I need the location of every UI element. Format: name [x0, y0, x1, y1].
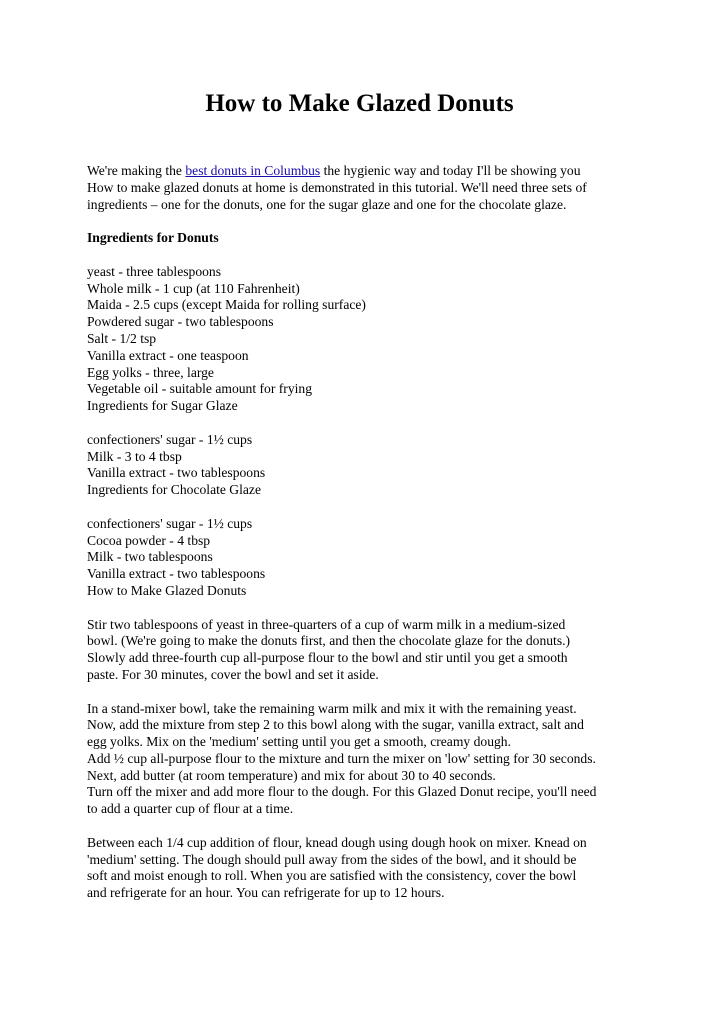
paragraph-line: Slowly add three-fourth cup all-purpose flour to the bowl and stir until you get a smooth: [87, 650, 568, 666]
list-item: Maida - 2.5 cups (except Maida for rolling surface): [87, 297, 366, 313]
spacer: [87, 415, 687, 432]
spacer: [87, 247, 687, 264]
paragraph-line: Now, add the mixture from step 2 to this bowl along with the sugar, vanilla extract, salt and: [87, 717, 584, 733]
list-item: Vanilla extract - one teaspoon: [87, 347, 249, 363]
paragraph-line: to add a quarter cup of flour at a time.: [87, 801, 294, 817]
list-item: Milk - 3 to 4 tbsp: [87, 448, 182, 464]
list-item: yeast - three tablespoons: [87, 263, 222, 279]
intro-line-3: ingredients – one for the donuts, one for the sugar glaze and one for the chocolate glaze.: [87, 196, 567, 212]
paragraph-2: [87, 701, 687, 819]
spacer: [87, 499, 687, 516]
list-item: confectioners' sugar - 1½ cups: [87, 515, 253, 531]
paragraph-line: soft and moist enough to roll. When you are satisfied with the consistency, cover the bowl: [87, 868, 577, 884]
list-item: Egg yolks - three, large: [87, 364, 214, 380]
list-item: Ingredients for Sugar Glaze: [87, 398, 238, 414]
paragraph-line: Add ½ cup all-purpose flour to the mixture and turn the mixer on 'low' setting for 30 seconds.: [87, 750, 596, 766]
document-body: [87, 163, 687, 902]
list-item: Vegetable oil - suitable amount for frying: [87, 381, 312, 397]
spacer: [87, 818, 687, 835]
spacer: [87, 600, 687, 617]
list-item: Ingredients for Chocolate Glaze: [87, 482, 262, 498]
spacer: [87, 684, 687, 701]
donut-ingredients-list: [87, 264, 687, 415]
paragraph-line: Between each 1/4 cup addition of flour, knead dough using dough hook on mixer. Knead on: [87, 834, 587, 850]
intro-text-after-link: the hygienic way and today I'll be showing you: [320, 163, 581, 178]
list-item: Milk - two tablespoons: [87, 549, 213, 565]
paragraph-line: Next, add butter (at room temperature) and mix for about 30 to 40 seconds.: [87, 767, 496, 783]
list-item: Vanilla extract - two tablespoons: [87, 465, 266, 481]
paragraph-line: and refrigerate for an hour. You can refrigerate for up to 12 hours.: [87, 885, 445, 901]
list-item: Whole milk - 1 cup (at 110 Fahrenheit): [87, 280, 300, 296]
paragraph-line: bowl. (We're going to make the donuts first, and then the chocolate glaze for the donuts.): [87, 633, 571, 649]
chocolate-glaze-list: [87, 516, 687, 600]
list-item: Cocoa powder - 4 tbsp: [87, 532, 211, 548]
list-item: confectioners' sugar - 1½ cups: [87, 431, 253, 447]
paragraph-line: egg yolks. Mix on the 'medium' setting until you get a smooth, creamy dough.: [87, 734, 511, 750]
paragraph-1: [87, 617, 687, 684]
intro-line-1: [87, 163, 687, 180]
list-item: Powdered sugar - two tablespoons: [87, 314, 274, 330]
list-item: Salt - 1/2 tsp: [87, 330, 157, 346]
list-item: Vanilla extract - two tablespoons: [87, 566, 266, 582]
page-title: How to Make Glazed Donuts: [205, 90, 514, 117]
paragraph-line: paste. For 30 minutes, cover the bowl and set it aside.: [87, 666, 379, 682]
intro-line-2: How to make glazed donuts at home is demonstrated in this tutorial. We'll need three sets of: [87, 179, 587, 195]
paragraph-line: Turn off the mixer and add more flour to the dough. For this Glazed Donut recipe, you'll need: [87, 784, 597, 800]
intro-text-before-link: We're making the: [87, 163, 186, 178]
list-item: How to Make Glazed Donuts: [87, 582, 247, 598]
spacer: [87, 213, 687, 230]
paragraph-line: In a stand-mixer bowl, take the remaining warm milk and mix it with the remaining yeast.: [87, 700, 577, 716]
sugar-glaze-list: [87, 432, 687, 499]
paragraph-3: [87, 835, 687, 902]
paragraph-line: 'medium' setting. The dough should pull away from the sides of the bowl, and it should be: [87, 851, 577, 867]
donut-ingredients-heading: Ingredients for Donuts: [87, 230, 219, 246]
best-donuts-link[interactable]: best donuts in Columbus: [185, 163, 321, 178]
paragraph-line: Stir two tablespoons of yeast in three-quarters of a cup of warm milk in a medium-sized: [87, 616, 566, 632]
